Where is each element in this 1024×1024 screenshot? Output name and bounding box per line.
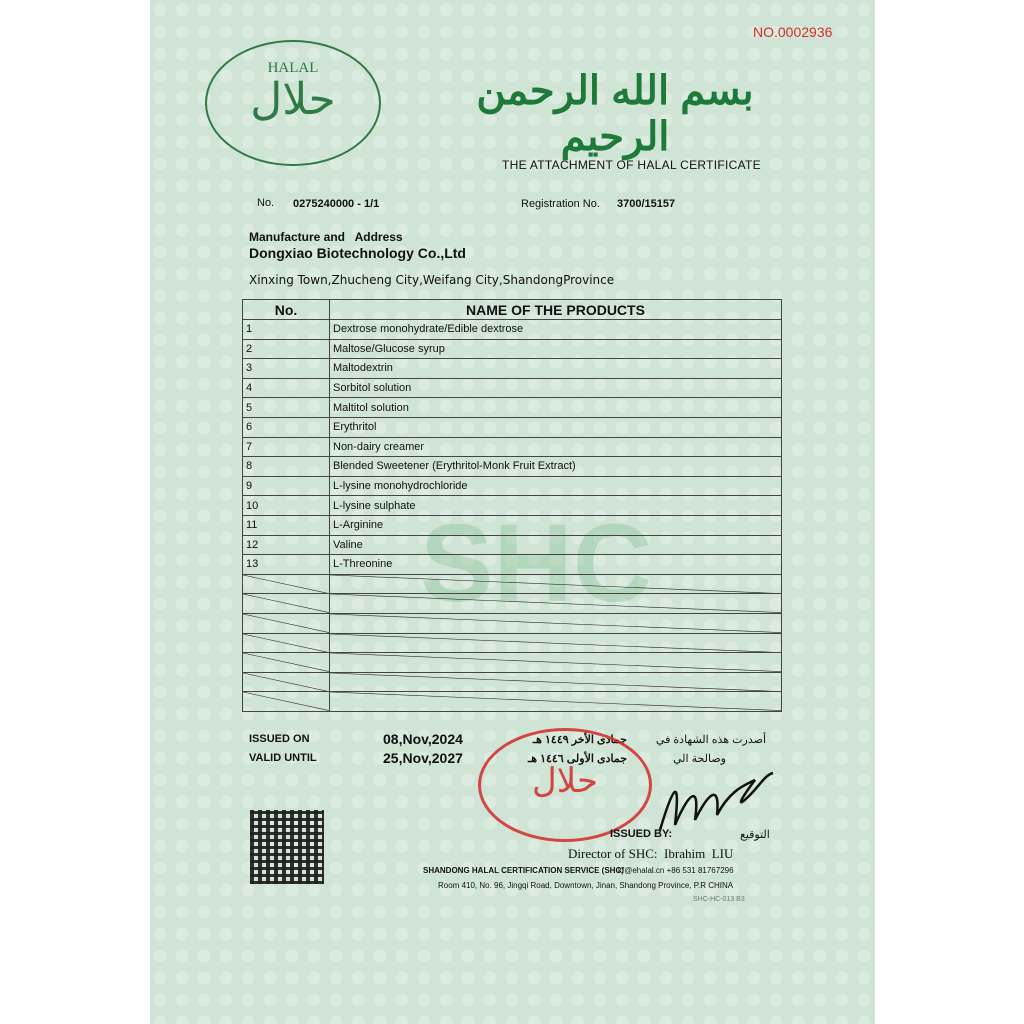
shc-watermark: SHC	[420, 502, 653, 625]
empty-cell	[243, 574, 330, 594]
valid-until-hijri: جمادى الأولى ١٤٤٦ هـ	[527, 753, 627, 765]
empty-crossed-row	[243, 574, 782, 594]
halal-logo-seal	[205, 40, 381, 166]
header-product-name: NAME OF THE PRODUCTS	[330, 300, 782, 320]
empty-cell	[243, 633, 330, 653]
row-number: 1	[243, 320, 330, 340]
empty-cell	[330, 633, 782, 653]
table-row	[243, 535, 782, 555]
issued-by-label: ISSUED BY:	[610, 828, 673, 840]
issued-on-hijri: جمادى الأخر ١٤٤٩ هـ	[532, 734, 627, 746]
issued-on-date: 08,Nov,2024	[383, 731, 463, 747]
issued-on-label: ISSUED ON	[249, 733, 310, 745]
row-number: 6	[243, 417, 330, 437]
row-number: 9	[243, 476, 330, 496]
empty-crossed-row	[243, 672, 782, 692]
director-name: Director of SHC: Ibrahim LIU	[568, 846, 734, 861]
logo-arabic: حلال	[250, 75, 336, 124]
table-row	[243, 496, 782, 516]
product-name: L-lysine sulphate	[330, 496, 782, 516]
table-row	[243, 476, 782, 496]
stamp-arabic: حلال	[531, 762, 598, 800]
header-no: No.	[243, 300, 330, 320]
row-number: 3	[243, 359, 330, 379]
empty-cell	[330, 672, 782, 692]
product-name: Sorbitol solution	[330, 378, 782, 398]
no-label: No.	[257, 197, 275, 209]
red-halal-stamp	[478, 728, 652, 842]
row-number: 11	[243, 515, 330, 535]
empty-cell	[243, 692, 330, 712]
row-number: 4	[243, 378, 330, 398]
product-name: L-Arginine	[330, 515, 782, 535]
issued-on-arabic-label: أصدرت هذه الشهادة في	[655, 734, 766, 746]
valid-until-date: 25,Nov,2027	[383, 750, 463, 766]
table-row	[243, 320, 782, 340]
product-name: Maltodextrin	[330, 359, 782, 379]
logo-text: HALAL	[267, 60, 319, 76]
form-code: SHC-HC-013 B3	[693, 896, 745, 903]
product-name: Erythritol	[330, 417, 782, 437]
empty-crossed-row	[243, 692, 782, 712]
manufacturer-address: Xinxing Town,Zhucheng City,Weifang City,ShandongProvince	[249, 273, 615, 287]
qr-code[interactable]	[250, 810, 324, 884]
product-name: Dextrose monohydrate/Edible dextrose	[330, 320, 782, 340]
product-name: Maltose/Glucose syrup	[330, 339, 782, 359]
row-number: 7	[243, 437, 330, 457]
table-row	[243, 417, 782, 437]
empty-cell	[330, 692, 782, 712]
empty-cell	[330, 613, 782, 633]
product-name: Valine	[330, 535, 782, 555]
empty-cell	[243, 672, 330, 692]
manufacturer-label: Manufacture and Address	[249, 230, 403, 244]
empty-cell	[330, 653, 782, 673]
table-header-row	[243, 300, 782, 320]
organization-name: SHANDONG HALAL CERTIFICATION SERVICE (SHC)	[423, 866, 624, 875]
serial-number: NO.0002936	[753, 24, 833, 40]
empty-crossed-row	[243, 594, 782, 614]
empty-crossed-row	[243, 653, 782, 673]
table-row	[243, 339, 782, 359]
signature-arabic-label: التوقيع	[740, 829, 770, 841]
address-line: Room 410, No. 96, Jingqi Road, Downtown, Jinan, Shandong Province, P.R CHINA	[438, 881, 734, 890]
row-number: 12	[243, 535, 330, 555]
product-name: Blended Sweetener (Erythritol-Monk Fruit Extract)	[330, 457, 782, 477]
empty-cell	[330, 574, 782, 594]
row-number: 8	[243, 457, 330, 477]
empty-cell	[243, 594, 330, 614]
product-name: L-lysine monohydrochloride	[330, 476, 782, 496]
empty-crossed-row	[243, 633, 782, 653]
table-row	[243, 359, 782, 379]
product-name: Maltitol solution	[330, 398, 782, 418]
table-row	[243, 437, 782, 457]
table-row	[243, 515, 782, 535]
products-table	[242, 299, 782, 712]
empty-crossed-row	[243, 613, 782, 633]
row-number: 13	[243, 555, 330, 575]
empty-cell	[243, 613, 330, 633]
row-number: 5	[243, 398, 330, 418]
table-row	[243, 457, 782, 477]
empty-cell	[330, 594, 782, 614]
registration-label: Registration No.	[521, 198, 600, 210]
product-name: Non-dairy creamer	[330, 437, 782, 457]
no-value: 0275240000 - 1/1	[293, 198, 380, 210]
valid-until-arabic-label: وصالحة الي	[673, 753, 726, 765]
contact-info: kf@ehalal.cn +86 531 81767296	[618, 866, 734, 875]
row-number: 2	[243, 339, 330, 359]
table-row	[243, 555, 782, 575]
valid-until-label: VALID UNTIL	[249, 752, 317, 764]
table-row	[243, 398, 782, 418]
document-title: THE ATTACHMENT OF HALAL CERTIFICATE	[502, 158, 761, 172]
manufacturer-name: Dongxiao Biotechnology Co.,Ltd	[249, 245, 466, 261]
table-row	[243, 378, 782, 398]
empty-cell	[243, 653, 330, 673]
row-number: 10	[243, 496, 330, 516]
product-name: L-Threonine	[330, 555, 782, 575]
registration-value: 3700/15157	[617, 198, 676, 210]
bismillah-calligraphy: بسم الله الرحمن الرحيم	[476, 69, 754, 159]
